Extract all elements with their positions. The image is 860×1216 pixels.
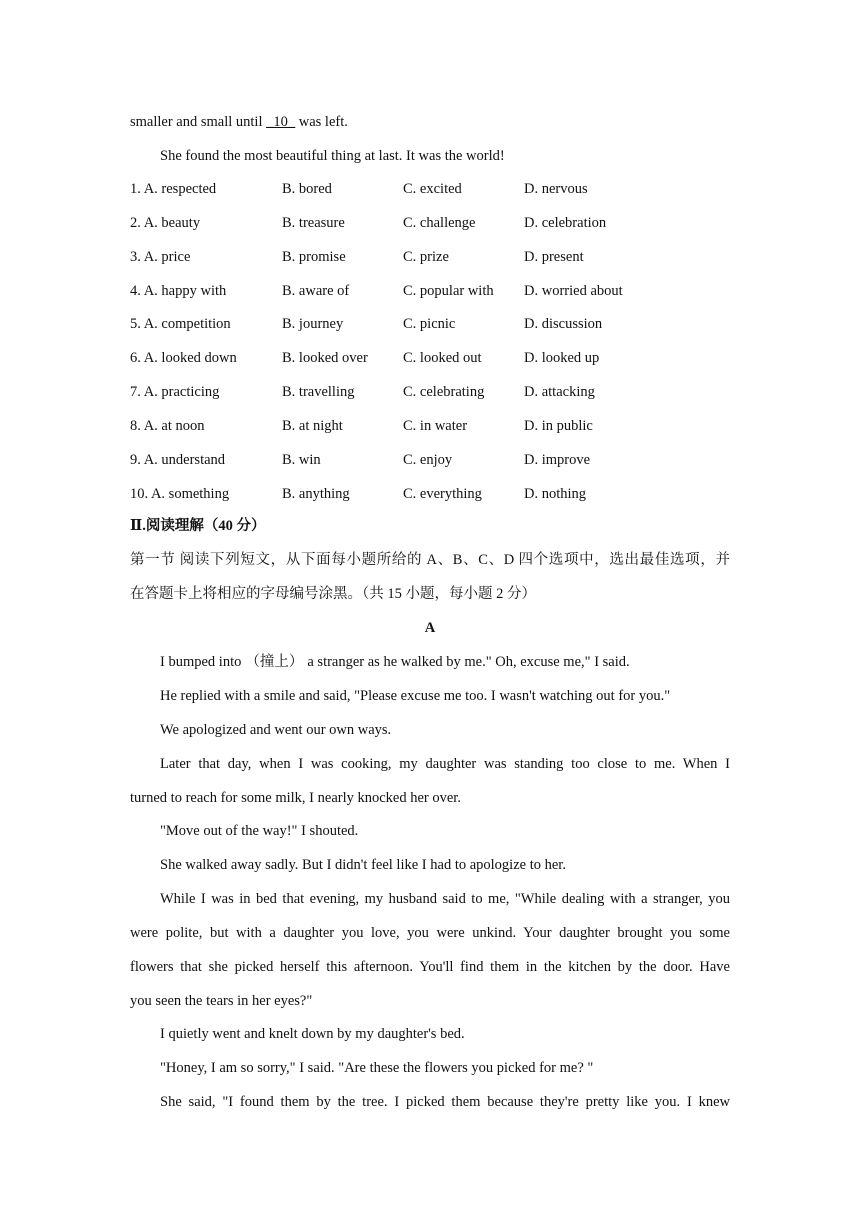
text-segment: was left. (295, 114, 348, 130)
option-row (130, 382, 730, 402)
cloze-end-line (130, 112, 348, 132)
option-c: C. everything (403, 486, 482, 502)
option-b: B. journey (282, 316, 344, 332)
option-b: B. promise (282, 249, 346, 265)
paragraph-line: you seen the tears in her eyes?" (130, 993, 313, 1009)
option-a: 1. A. respected (130, 181, 217, 197)
paragraph: She walked away sadly. But I didn't feel like I had to apologize to her. (160, 857, 566, 873)
option-a: 3. A. price (130, 249, 191, 265)
option-row (130, 416, 730, 436)
option-c: C. looked out (403, 350, 482, 366)
paragraph-line: were polite, but with a daughter you love, you were unkind. Your daughter brought you some (130, 925, 730, 941)
option-b: B. win (282, 452, 321, 468)
option-c: C. challenge (403, 215, 476, 231)
option-d: D. looked up (524, 350, 600, 366)
option-b: B. looked over (282, 350, 368, 366)
option-a: 7. A. practicing (130, 384, 220, 400)
paragraph-line: Later that day, when I was cooking, my daughter was standing too close to me. When I (160, 756, 730, 772)
gloss-note: （撞上） (245, 654, 304, 670)
option-a: 10. A. something (130, 486, 230, 502)
option-d: D. nothing (524, 486, 587, 502)
option-a: 4. A. happy with (130, 283, 227, 299)
option-b: B. bored (282, 181, 332, 197)
option-c: C. celebrating (403, 384, 485, 400)
option-row (130, 348, 730, 368)
section-heading: Ⅱ.阅读理解（40 分） (130, 518, 266, 534)
option-row (130, 450, 730, 470)
option-a: 9. A. understand (130, 452, 226, 468)
option-a: 8. A. at noon (130, 418, 205, 434)
option-row (130, 484, 730, 504)
option-a: 5. A. competition (130, 316, 231, 332)
option-c: C. picnic (403, 316, 456, 332)
passage-label: A (424, 620, 436, 636)
paragraph: He replied with a smile and said, "Please excuse me too. I wasn't watching out for you." (160, 688, 671, 704)
blank-10: _10_ (266, 114, 296, 130)
option-d: D. present (524, 249, 584, 265)
text-segment: I bumped into (160, 654, 242, 670)
option-row (130, 247, 730, 267)
section-instruction: 第一节 阅读下列短文，从下面每小题所给的 A、B、C、D 四个选项中，选出最佳选项，并 (130, 552, 730, 568)
option-d: D. discussion (524, 316, 603, 332)
option-row (130, 179, 730, 199)
paragraph-line: turned to reach for some milk, I nearly knocked her over. (130, 790, 461, 806)
option-d: D. celebration (524, 215, 607, 231)
option-a: 6. A. looked down (130, 350, 237, 366)
text-segment: a stranger as he walked by me." Oh, excuse me," I said. (307, 654, 630, 670)
option-b: B. treasure (282, 215, 345, 231)
option-row (130, 314, 730, 334)
section-instruction: 在答题卡上将相应的字母编号涂黑。（共 15 小题，每小题 2 分） (130, 586, 536, 602)
paragraph: I quietly went and knelt down by my daughter's bed. (160, 1026, 465, 1042)
option-row (130, 281, 730, 301)
option-c: C. in water (403, 418, 468, 434)
paragraph-line: While I was in bed that evening, my husband said to me, "While dealing with a stranger, you (160, 891, 730, 907)
paragraph-line: flowers that she picked herself this afternoon. You'll find them in the kitchen by the door. Have (130, 959, 730, 975)
option-row (130, 213, 730, 233)
text-segment: smaller and small until (130, 114, 267, 130)
option-d: D. worried about (524, 283, 623, 299)
option-a: 2. A. beauty (130, 215, 201, 231)
option-c: C. prize (403, 249, 449, 265)
option-d: D. in public (524, 418, 593, 434)
option-d: D. nervous (524, 181, 588, 197)
option-c: C. popular with (403, 283, 494, 299)
option-c: C. enjoy (403, 452, 453, 468)
option-b: B. anything (282, 486, 350, 502)
paragraph: We apologized and went our own ways. (160, 722, 392, 738)
option-c: C. excited (403, 181, 462, 197)
option-b: B. at night (282, 418, 343, 434)
paragraph: "Honey, I am so sorry," I said. "Are these the flowers you picked for me? " (160, 1060, 594, 1076)
cloze-final-sentence: She found the most beautiful thing at last. It was the world! (160, 148, 505, 164)
option-b: B. aware of (282, 283, 350, 299)
paragraph: "Move out of the way!" I shouted. (160, 823, 359, 839)
option-d: D. improve (524, 452, 591, 468)
paragraph-line: She said, "I found them by the tree. I picked them because they're pretty like you. I knew (160, 1094, 730, 1110)
option-b: B. travelling (282, 384, 355, 400)
option-d: D. attacking (524, 384, 595, 400)
paragraph (160, 652, 630, 672)
